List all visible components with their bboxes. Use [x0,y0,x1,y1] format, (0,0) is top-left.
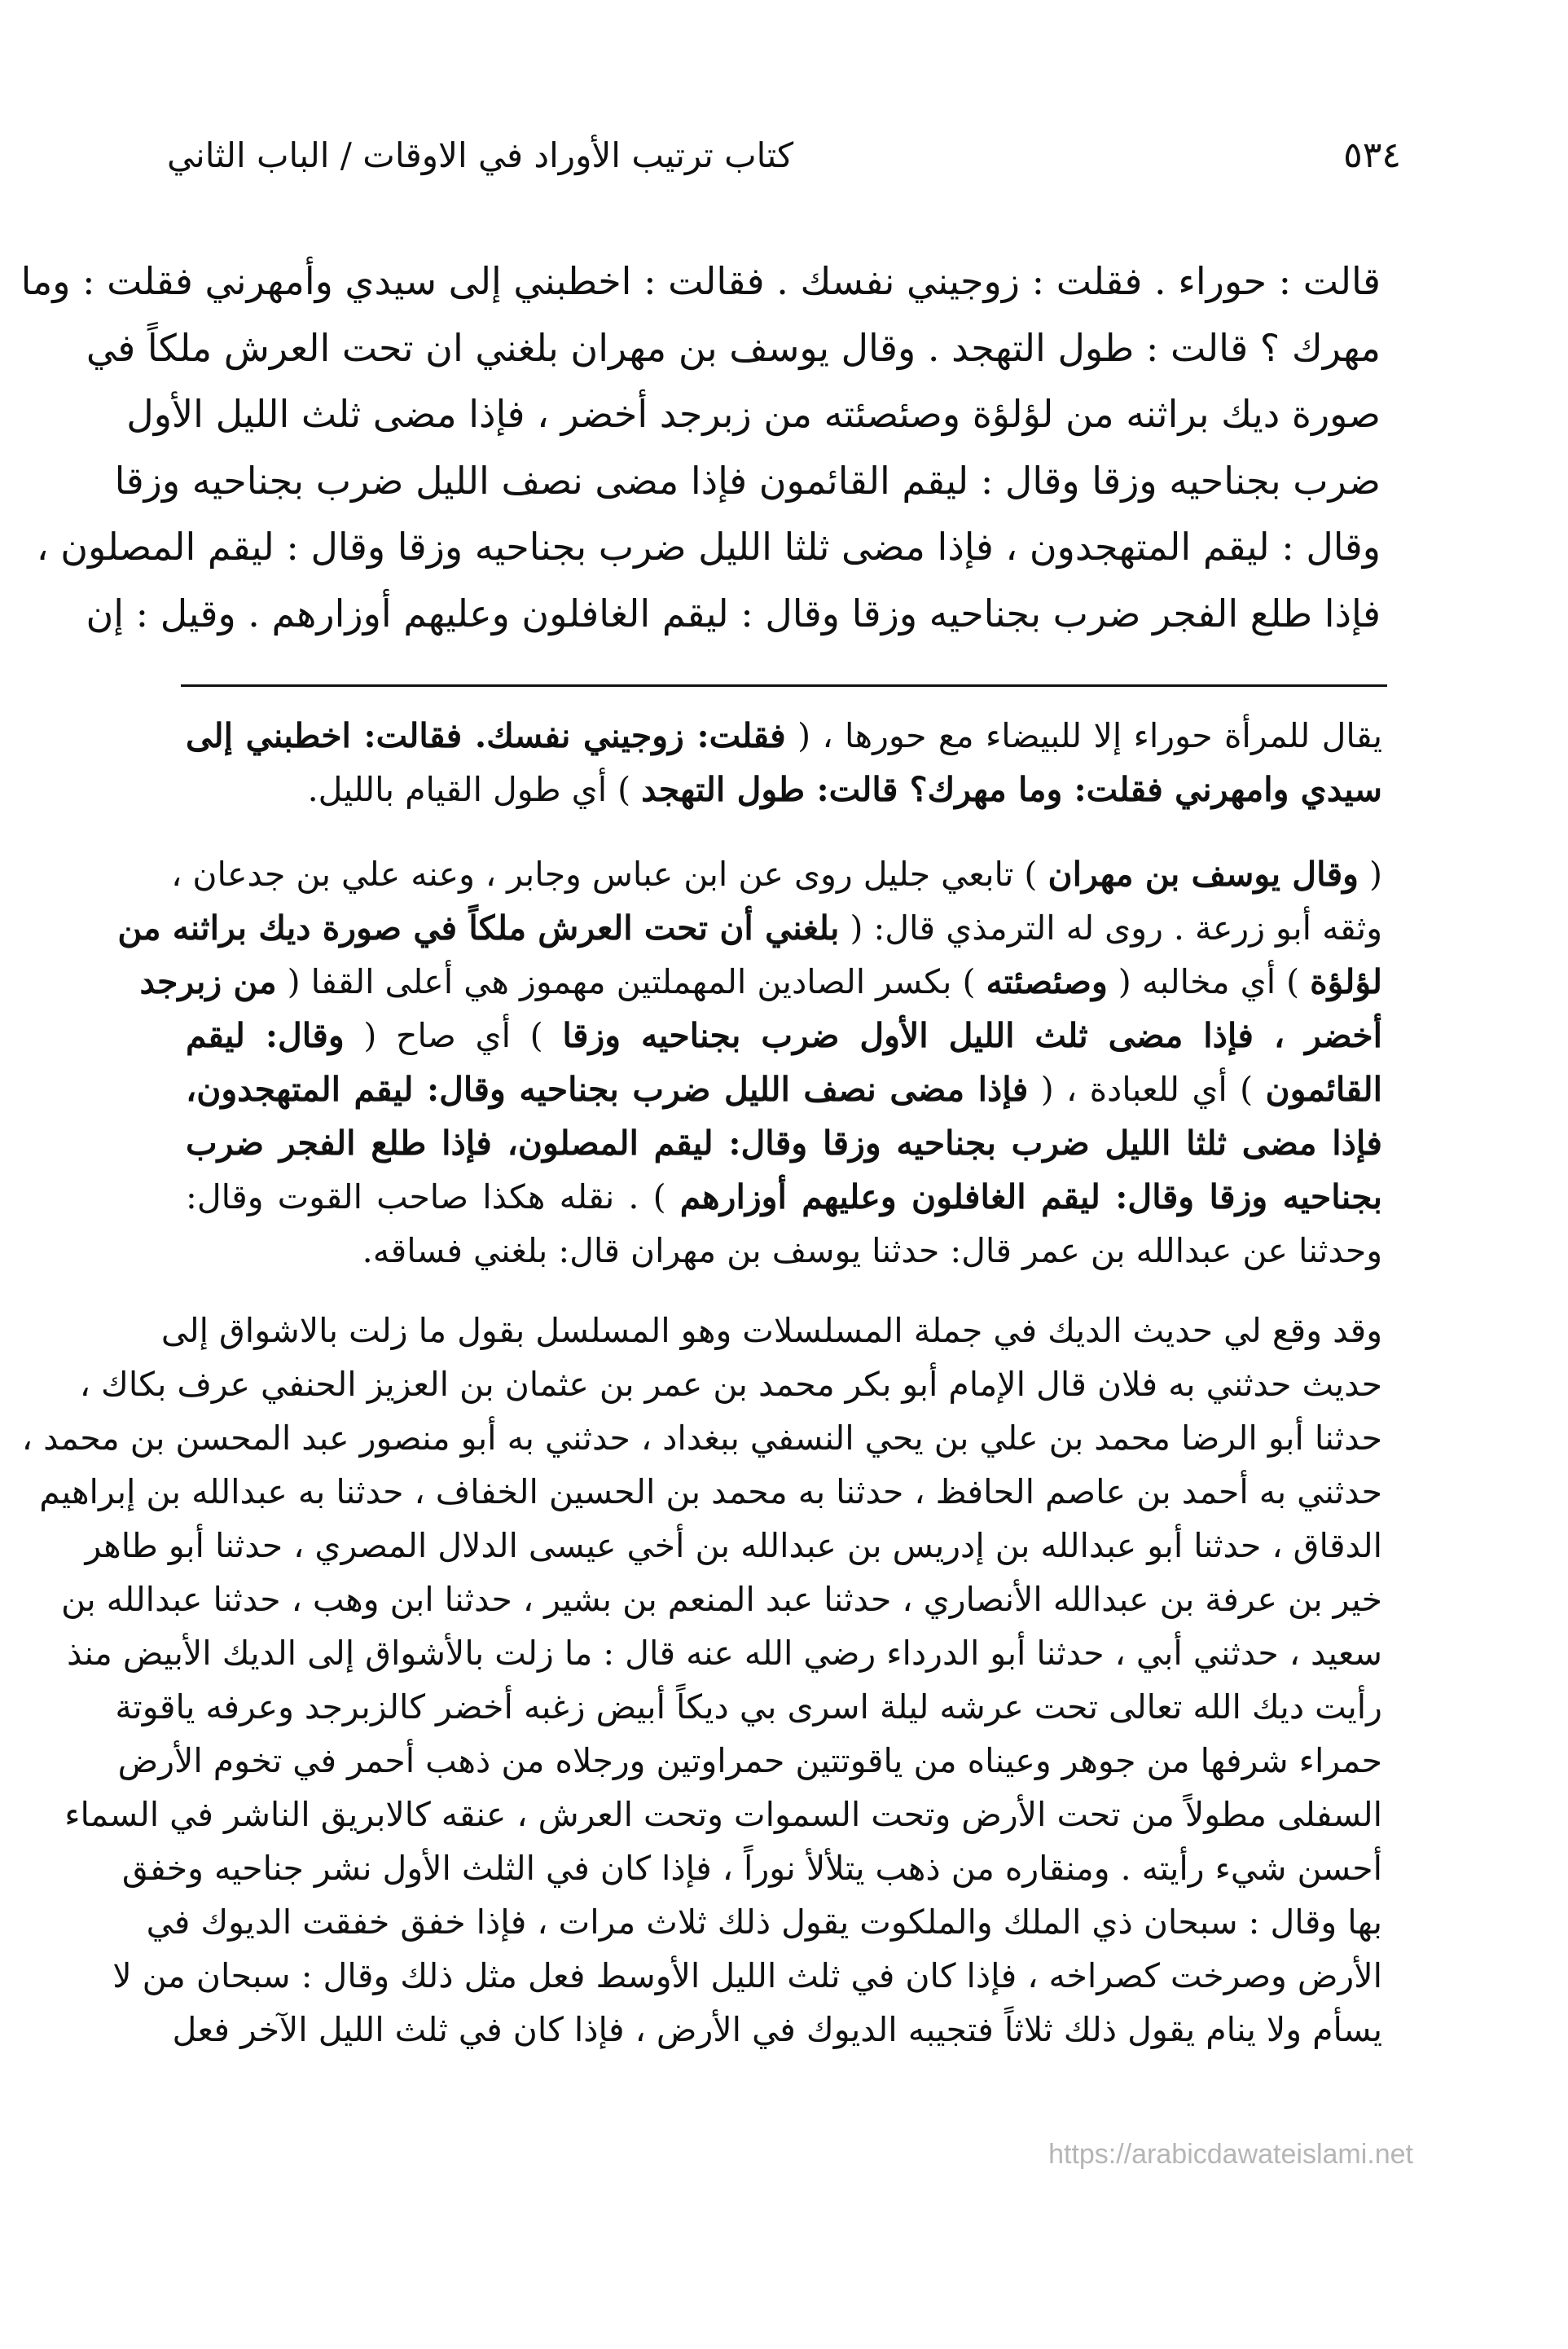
commentary-text: الأرض وصرخت كصراخه ، فإذا كان في ثلث الليل الأوسط فعل مثل ذلك وقال : سبحان من لا [112,1956,1382,1995]
commentary-text: حدثني به أحمد بن عاصم الحافظ ، حدثنا به محمد بن الحسين الخفاف ، حدثنا به عبدالله بن إبراهيم [39,1472,1382,1511]
commentary-line [171,847,1382,901]
quoted-text: فإذا مضى نصف الليل ضرب بجناحيه وقال: ليقم المتهجدون، [186,1070,1029,1109]
quoted-text: فقلت: زوجيني نفسك. فقالت: اخطبني إلى [186,716,786,755]
running-header [167,122,1401,187]
commentary-line [117,1734,1382,1788]
commentary-line [160,1304,1382,1357]
quoted-text: لؤلؤة [1310,962,1382,1001]
commentary-line [60,1573,1382,1626]
commentary-line [117,901,1382,955]
commentary-text: حمراء شرفها من جوهر وعيناه من ياقوتتين حمراوتين ورجلاه من ذهب أحمر في تخوم الأرض [117,1741,1382,1780]
commentary-text: حدثنا أبو الرضا محمد بن علي بن يحي النسفي ببغداد ، حدثني به أبو منصور عبد المحسن بن محمد ، [21,1419,1382,1458]
quoted-text: وصئصئته [986,962,1108,1001]
commentary-line [85,1519,1382,1573]
commentary-text: خير بن عرفة بن عبدالله الأنصاري ، حدثنا عبد المنعم بن بشير ، حدثنا ابن وهب ، حدثنا عبدالله بن [60,1580,1382,1619]
commentary-text: سعيد ، حدثني أبي ، حدثنا أبو الدرداء رضي الله عنه قال : ما زلت بالأشواق إلى الديك الأبيض منذ [67,1634,1382,1673]
chapter-title: كتاب ترتيب الأوراد في الاوقات / الباب الثاني [167,134,794,175]
commentary-line [39,1465,1382,1519]
main-text-line: فإذا طلع الفجر ضرب بجناحيه وزقا وقال : ليقم الغافلون وعليهم أوزارهم . وقيل : إن [86,591,1381,636]
commentary-text: ) بكسر الصادين المهملتين مهموز هي أعلى القفا ( [276,962,986,1001]
quoted-text: سيدي وامهرني فقلت: وما مهرك؟ قالت: طول التهجد [641,770,1382,809]
commentary-line [67,1626,1382,1680]
commentary-line [186,1062,1382,1116]
commentary-text: بها وقال : سبحان ذي الملك والملكوت يقول ذلك ثلاث مرات ، فإذا خفق خفقت الديوك في [146,1903,1382,1942]
separator-rule [181,684,1387,687]
quoted-text: من زبرجد [139,962,277,1001]
quoted-text: أخضر ، فإذا مضى ثلث الليل الأول ضرب بجناحيه وزقا [562,1016,1382,1055]
main-text [20,249,1381,647]
commentary-line [64,1788,1382,1841]
commentary-text: حديث حدثني به فلان قال الإمام أبو بكر محمد بن عمر بن عثمان بن العزيز الحنفي عرف بكاك ، [79,1365,1382,1404]
commentary-text: رأيت ديك الله تعالى تحت عرشه ليلة اسرى بي ديكاً أبيض زغبه أخضر كالزبرجد وعرفه ياقوتة [115,1687,1382,1727]
commentary-line [186,709,1382,763]
commentary-line [186,1116,1382,1170]
commentary-line [115,1680,1382,1734]
commentary-line [146,1895,1382,1949]
commentary-block-3 [21,1304,1382,2056]
commentary-line [186,763,1382,816]
watermark-url: https://arabicdawateislami.net [1048,2139,1413,2170]
quoted-text: بلغني أن تحت العرش ملكاً في صورة ديك براثنه من [117,908,840,948]
commentary-text: وثقه أبو زرعة . روى له الترمذي قال: ( [839,908,1382,948]
commentary-text: السفلى مطولاً من تحت الأرض وتحت السموات وتحت العرش ، عنقه كالابريق الناشر في السماء [64,1795,1382,1834]
commentary-line [21,1411,1382,1465]
main-text-line: ضرب بجناحيه وزقا وقال : ليقم القائمون فإذا مضى نصف الليل ضرب بجناحيه وزقا [114,458,1381,503]
quoted-text: فإذا مضى ثلثا الليل ضرب بجناحيه وزقا وقال: ليقم المصلون، فإذا طلع الفجر ضرب [186,1124,1382,1163]
commentary-line [172,2003,1382,2056]
commentary-line [79,1357,1382,1411]
main-text-line: وقال : ليقم المتهجدون ، فإذا مضى ثلثا الليل ضرب بجناحيه وزقا وقال : ليقم المصلون ، [36,525,1381,569]
commentary-line [186,1224,1382,1278]
commentary-text: ) أي صاح ( [344,1016,563,1055]
commentary-block-1 [186,709,1382,816]
commentary-text: ) . نقله هكذا صاحب القوت وقال: [186,1177,680,1216]
commentary-text: أحسن شيء رأيته . ومنقاره من ذهب يتلألأ نوراً ، فإذا كان في الثلث الأول نشر جناحيه وخفق [121,1849,1382,1888]
quoted-text: القائمون [1265,1070,1382,1109]
commentary-text: ) أي طول القيام بالليل. [307,770,642,809]
main-text-line: صورة ديك براثنه من لؤلؤة وصئصئته من زبرجد أخضر ، فإذا مضى ثلث الليل الأول [126,392,1381,436]
commentary-text: ) أي للعبادة ، ( [1028,1070,1266,1109]
commentary-block-2 [117,847,1383,1278]
commentary-line [112,1949,1382,2003]
quoted-text: بجناحيه وزقا وقال: ليقم الغافلون وعليهم أوزارهم [679,1177,1383,1216]
main-text-line: قالت : حوراء . فقلت : زوجيني نفسك . فقالت : اخطبني إلى سيدي وأمهرني فقلت : وما [20,259,1381,303]
commentary-text: وقد وقع لي حديث الديك في جملة المسلسلات وهو المسلسل بقول ما زلت بالاشواق إلى [160,1311,1382,1350]
commentary-text: يقال للمرأة حوراء إلا للبيضاء مع حورها ، ( [785,716,1383,755]
commentary-text: ) أي مخالبه ( [1107,962,1311,1001]
commentary-text: وحدثنا عن عبدالله بن عمر قال: حدثنا يوسف بن مهران قال: بلغني فساقه. [362,1231,1382,1270]
commentary-line [121,1841,1382,1895]
commentary-text: ( [1358,855,1382,894]
commentary-line [139,955,1382,1009]
page-number: ٥٣٤ [1343,134,1401,176]
main-text-line: مهرك ؟ قالت : طول التهجد . وقال يوسف بن مهران بلغني ان تحت العرش ملكاً في [86,325,1381,370]
quoted-text: وقال: ليقم [186,1016,345,1055]
commentary-text: يسأم ولا ينام يقول ذلك ثلاثاً فتجيبه الديوك في الأرض ، فإذا كان في ثلث الليل الآخر فعل [172,2010,1382,2049]
commentary-text: ) تابعي جليل روى عن ابن عباس وجابر ، وعنه علي بن جدعان ، [171,855,1048,894]
commentary-text: الدقاق ، حدثنا أبو عبدالله بن إدريس بن عبدالله بن أخي عيسى الدلال المصري ، حدثنا أبو طاهر [85,1526,1382,1565]
quoted-text: وقال يوسف بن مهران [1048,855,1359,894]
commentary-line [186,1009,1382,1062]
commentary-line [186,1170,1382,1224]
